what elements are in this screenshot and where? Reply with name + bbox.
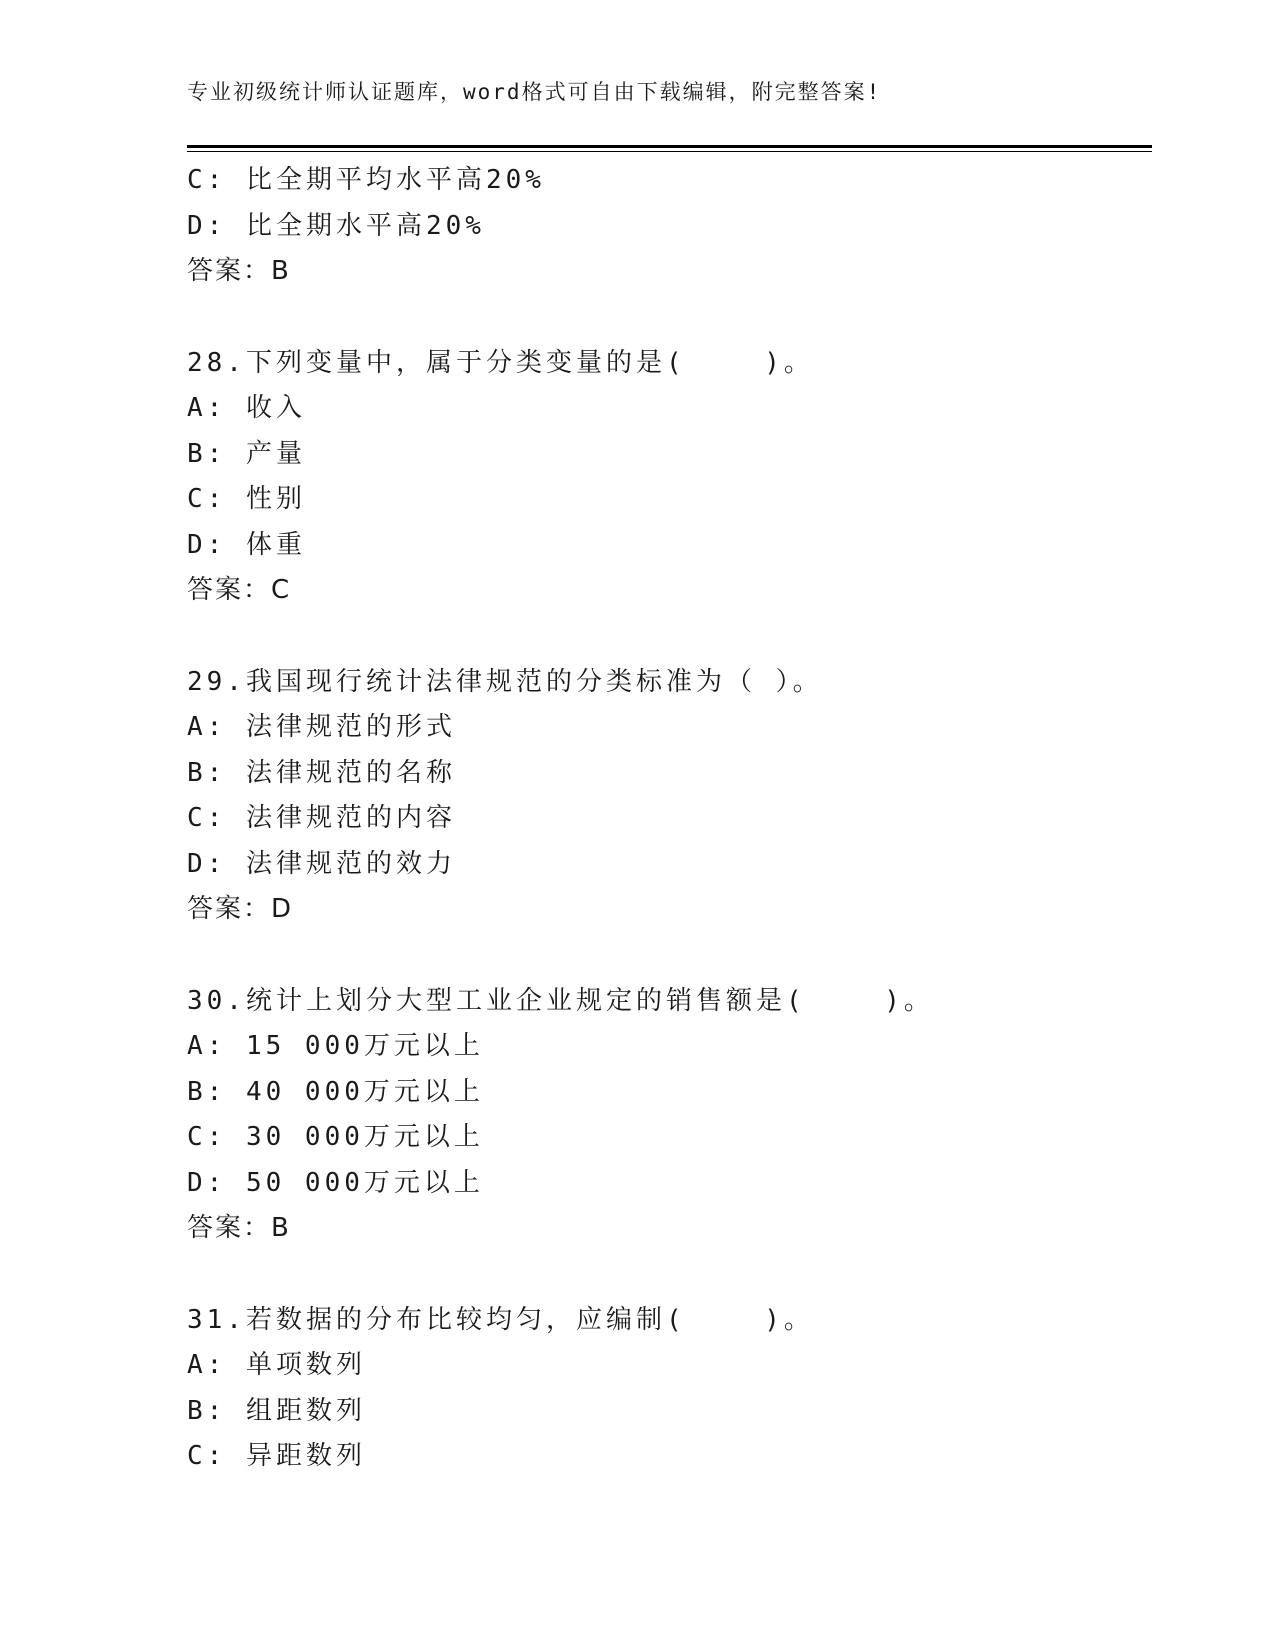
question-stem: 29.我国现行统计法律规范的分类标准为（ ）。 (187, 666, 823, 697)
question-stem: 28.下列变量中，属于分类变量的是( )。 (187, 347, 814, 378)
option-c: C: 比全期平均水平高20% (187, 165, 545, 195)
spacer (187, 295, 1147, 341)
option-d: D: 体重 (187, 529, 306, 560)
header-rule-thin (187, 151, 1152, 152)
option-a: A: 法律规范的形式 (187, 712, 456, 742)
header-rule-thick (187, 145, 1152, 148)
option-c: C: 异距数列 (187, 1441, 366, 1471)
question-stem: 31.若数据的分布比较均匀，应编制( )。 (187, 1304, 814, 1335)
spacer (187, 614, 1147, 660)
option-c: C: 性别 (187, 484, 306, 514)
answer-line: 答案：C (187, 575, 292, 605)
option-d: D: 法律规范的效力 (187, 848, 456, 879)
answer-line: 答案：D (187, 894, 294, 924)
answer-line: 答案：B (187, 256, 291, 286)
option-a: A: 单项数列 (187, 1350, 366, 1380)
option-b: B: 产量 (187, 438, 306, 469)
option-b: B: 组距数列 (187, 1395, 366, 1426)
option-c: C: 30 000万元以上 (187, 1122, 484, 1152)
answer-line: 答案：B (187, 1213, 291, 1243)
option-a: A: 收入 (187, 393, 306, 423)
spacer (187, 1252, 1147, 1298)
option-c: C: 法律规范的内容 (187, 803, 456, 833)
question-stem: 30.统计上划分大型工业企业规定的销售额是( )。 (187, 985, 934, 1016)
page-header: 专业初级统计师认证题库，word格式可自由下载编辑，附完整答案! (187, 80, 882, 104)
spacer (187, 933, 1147, 979)
question-content (187, 158, 1147, 1480)
option-d: D: 50 000万元以上 (187, 1167, 484, 1198)
option-d: D: 比全期水平高20% (187, 210, 485, 241)
option-a: A: 15 000万元以上 (187, 1031, 484, 1061)
option-b: B: 40 000万元以上 (187, 1076, 484, 1107)
option-b: B: 法律规范的名称 (187, 757, 456, 788)
